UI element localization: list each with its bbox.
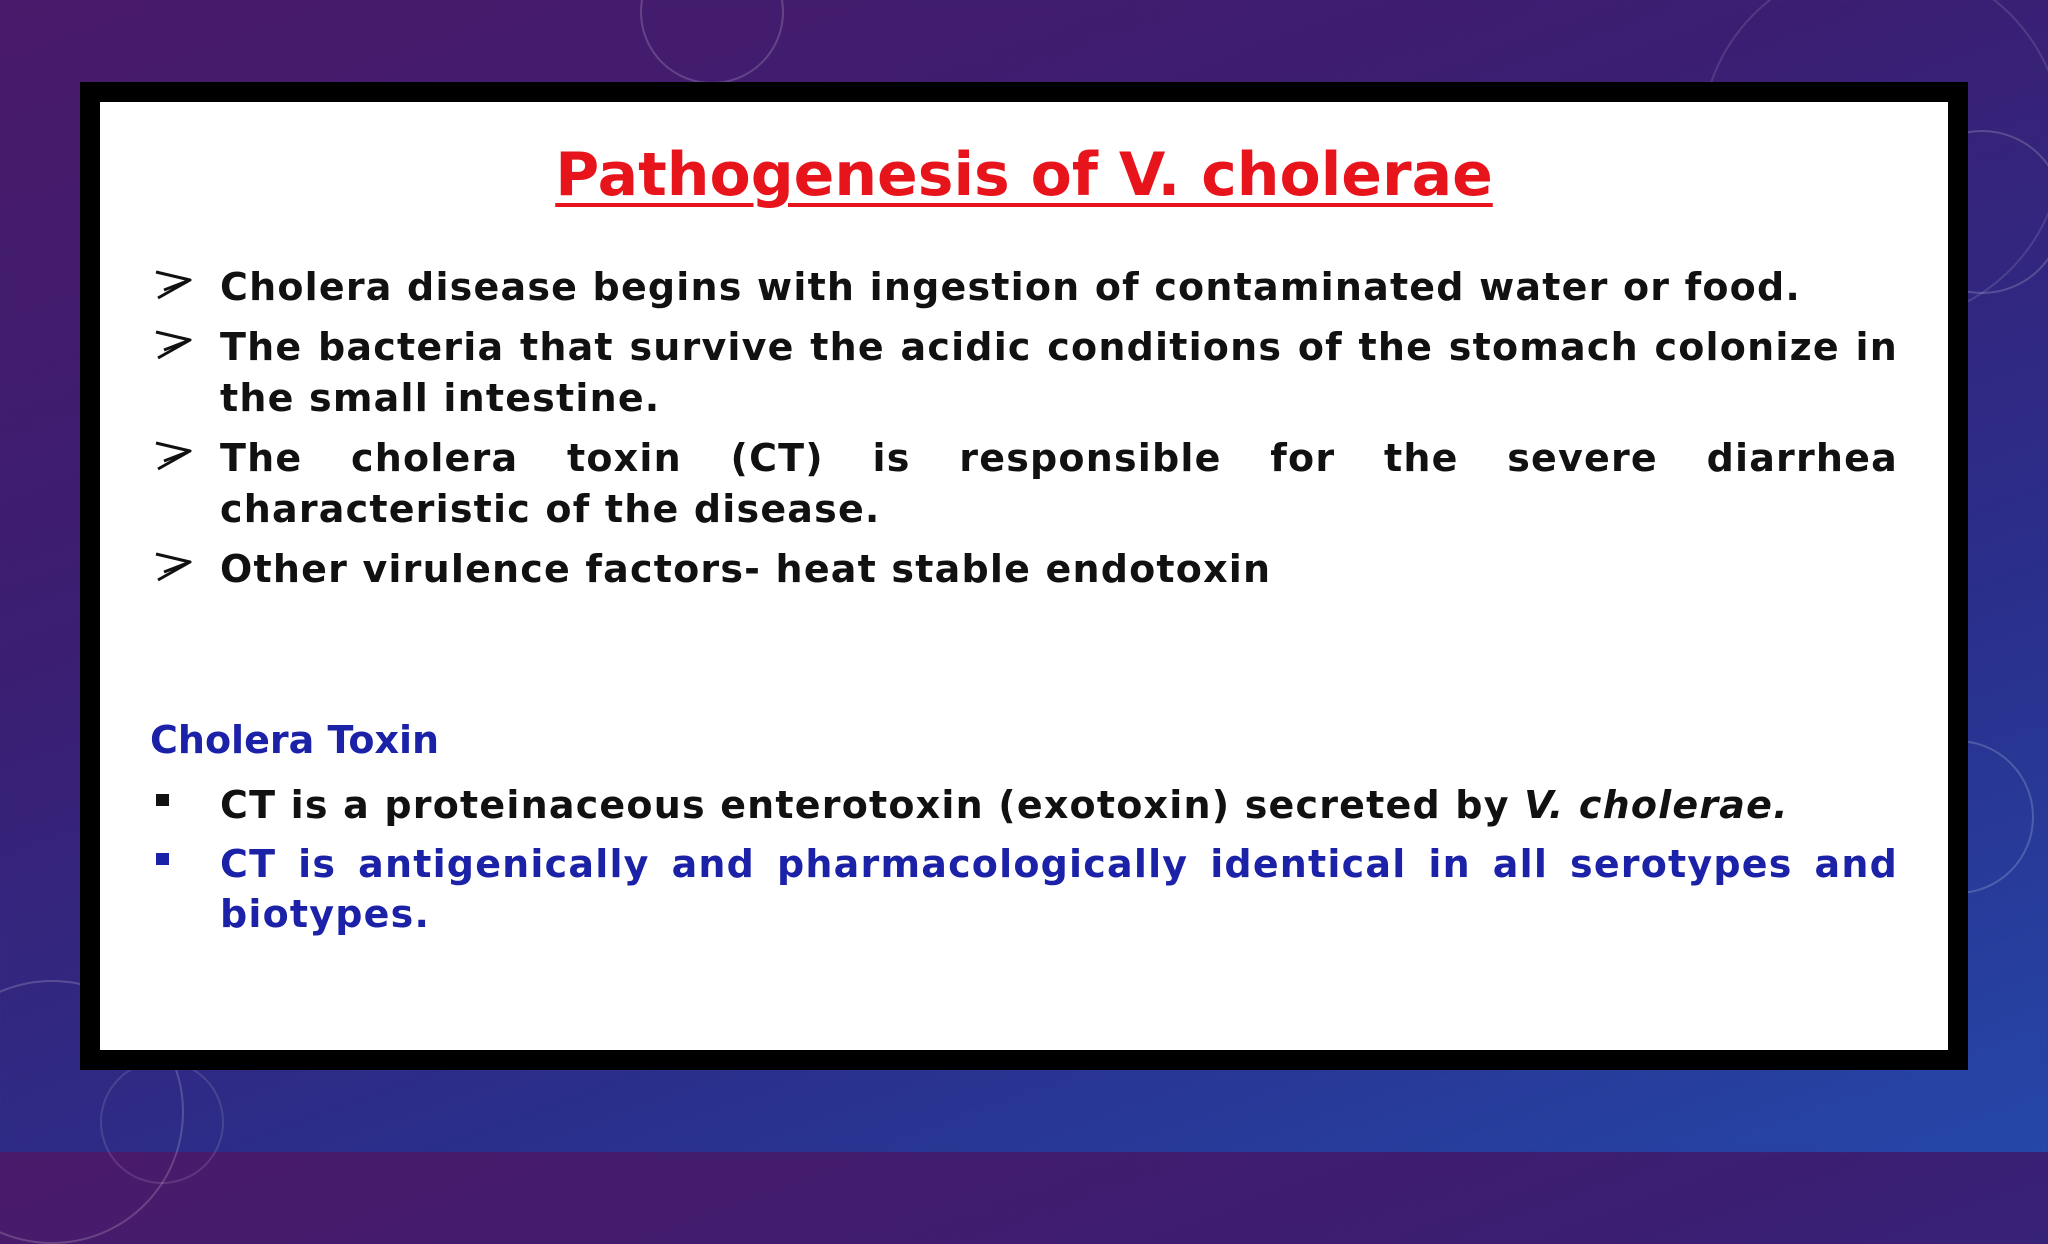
list-item-text: Cholera disease begins with ingestion of contaminated water or food. [220,265,1802,309]
square-bullet-icon [156,853,169,865]
list-item [150,322,1898,424]
list-item [150,262,1898,313]
list-item-text-main: CT is a proteinaceous enterotoxin (exotoxin) secreted by [220,783,1525,827]
decorative-circle [640,0,784,84]
square-bullet-icon [156,794,169,806]
arrow-bullet-icon [150,322,200,370]
list-item [150,839,1898,939]
list-item [150,433,1898,535]
list-item-text: CT is antigenically and pharmacologically identical in all serotypes and biotypes. [220,842,1898,936]
list-item-text: The cholera toxin (CT) is responsible for the severe diarrhea characteristic of the disease. [220,436,1898,531]
list-item [150,780,1898,830]
species-name: V. cholerae. [1524,783,1789,827]
toxin-list [150,780,1898,948]
arrow-bullet-icon [150,544,200,592]
decorative-circle [100,1060,224,1184]
list-item [150,544,1898,595]
pathogenesis-list [150,262,1898,604]
arrow-bullet-icon [150,433,200,481]
section-subheading: Cholera Toxin [150,718,440,762]
list-item-text: The bacteria that survive the acidic conditions of the stomach colonize in the small intestine. [220,325,1898,420]
arrow-bullet-icon [150,262,200,310]
list-item-text [220,780,1898,830]
list-item-text: Other virulence factors- heat stable endotoxin [220,547,1272,591]
slide-title: Pathogenesis of V. cholerae [555,140,1493,210]
